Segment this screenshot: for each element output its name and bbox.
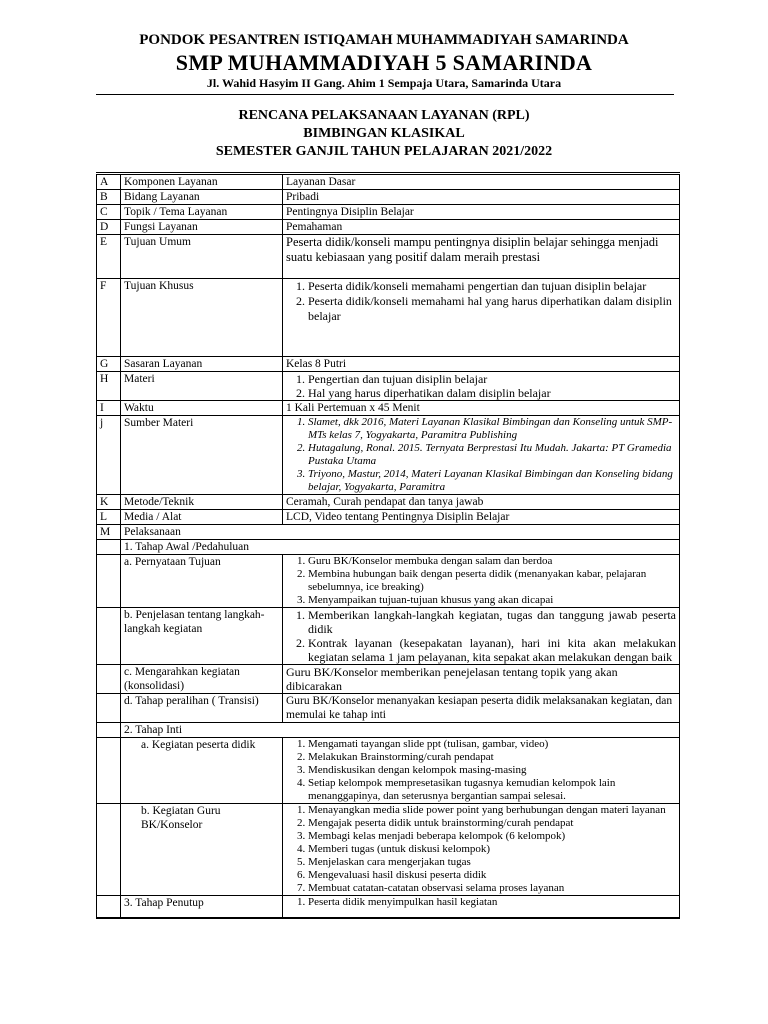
row-pelaksanaan — [97, 525, 680, 540]
step-label: c. Mengarahkan kegiatan (konsolidasi) — [121, 665, 283, 694]
row-mengarahkan-kegiatan — [97, 665, 680, 694]
row-code: C — [97, 205, 121, 220]
list-item: 1. Mengamati tayangan slide ppt (tulisan, gambar, video) — [308, 738, 676, 751]
step-label: b. Penjelasan tentang langkah-langkah kegiatan — [121, 608, 283, 665]
step-label: b. Kegiatan Guru BK/Konselor — [121, 804, 283, 896]
row-kegiatan-peserta — [97, 738, 680, 804]
step-content — [283, 804, 680, 896]
row-code: H — [97, 372, 121, 401]
row-tahap-penutup — [97, 896, 680, 918]
step-label: 3. Tahap Penutup — [121, 896, 283, 918]
row-code: M — [97, 525, 121, 540]
row-code: K — [97, 495, 121, 510]
row-topik-layanan — [97, 205, 680, 220]
row-code: L — [97, 510, 121, 525]
row-penjelasan-langkah — [97, 608, 680, 665]
document-semester: SEMESTER GANJIL TAHUN PELAJARAN 2021/2022 — [215, 144, 553, 159]
list-item: 1. Peserta didik menyimpulkan hasil kegiatan — [308, 896, 676, 909]
row-media-alat — [97, 510, 680, 525]
row-value — [283, 416, 680, 495]
row-value: Pentingnya Disiplin Belajar — [283, 205, 680, 220]
list-item: 2. Membina hubungan baik dengan peserta didik (menanyakan kabar, pelajaran sebelumnya, ice breaking) — [308, 568, 676, 594]
row-bidang-layanan — [97, 190, 680, 205]
stage-label: 2. Tahap Inti — [121, 723, 680, 738]
list-item: 2. Hal yang harus diperhatikan dalam disiplin belajar — [308, 386, 676, 400]
step-label: a. Pernyataan Tujuan — [121, 555, 283, 608]
list-item: 2. Melakukan Brainstorming/curah pendapat — [308, 751, 676, 764]
row-label: Komponen Layanan — [121, 174, 283, 190]
step-content — [283, 555, 680, 608]
row-label: Bidang Layanan — [121, 190, 283, 205]
row-value: 1 Kali Pertemuan x 45 Menit — [283, 401, 680, 416]
row-value: Kelas 8 Putri — [283, 357, 680, 372]
list-item: 2. Peserta didik/konseli memahami hal yang harus diperhatikan dalam disiplin belajar — [308, 294, 676, 324]
row-code: j — [97, 416, 121, 495]
row-code: E — [97, 235, 121, 279]
list-item: 1. Guru BK/Konselor membuka dengan salam dan berdoa — [308, 555, 676, 568]
school-name: SMP MUHAMMADIYAH 5 SAMARINDA — [175, 50, 593, 75]
list-item: 3. Menyampaikan tujuan-tujuan khusus yang akan dicapai — [308, 594, 676, 607]
row-value — [283, 372, 680, 401]
list-item: 3. Membagi kelas menjadi beberapa kelompok (6 kelompok) — [308, 830, 676, 843]
row-label: Pelaksanaan — [121, 525, 680, 540]
row-label: Media / Alat — [121, 510, 283, 525]
header-divider — [96, 94, 674, 95]
row-value: Layanan Dasar — [283, 174, 680, 190]
row-code: I — [97, 401, 121, 416]
step-content — [283, 738, 680, 804]
row-value: Pemahaman — [283, 220, 680, 235]
row-value: Peserta didik/konseli mampu pentingnya disiplin belajar sehingga menjadi suatu kebiasaan yang positif dalam meraih prestasi — [283, 235, 680, 279]
list-item: 1. Pengertian dan tujuan disiplin belajar — [308, 372, 676, 386]
row-label: Tujuan Khusus — [121, 279, 283, 357]
list-item: 2. Hutagalung, Ronal. 2015. Ternyata Berprestasi Itu Mudah. Jakarta: PT Gramedia Pustaka Utama — [308, 442, 676, 468]
school-foundation-name: PONDOK PESANTREN ISTIQAMAH MUHAMMADIYAH SAMARINDA — [139, 32, 629, 48]
step-content: Guru BK/Konselor memberikan penejelasan tentang topik yang akan dibicarakan — [283, 665, 680, 694]
row-label: Waktu — [121, 401, 283, 416]
row-value — [283, 279, 680, 357]
list-item: 1. Peserta didik/konseli memahami pengertian dan tujuan disiplin belajar — [308, 279, 676, 294]
row-tahap-awal — [97, 540, 680, 555]
row-tahap-inti — [97, 723, 680, 738]
row-fungsi-layanan — [97, 220, 680, 235]
step-content — [283, 608, 680, 665]
row-pernyataan-tujuan — [97, 555, 680, 608]
row-label: Metode/Teknik — [121, 495, 283, 510]
row-label: Tujuan Umum — [121, 235, 283, 279]
row-label: Topik / Tema Layanan — [121, 205, 283, 220]
row-waktu — [97, 401, 680, 416]
step-content — [283, 896, 680, 918]
row-label: Fungsi Layanan — [121, 220, 283, 235]
list-item: 2. Mengajak peserta didik untuk brainstorming/curah pendapat — [308, 817, 676, 830]
list-item: 1. Menayangkan media slide power point yang berhubungan dengan materi layanan — [308, 804, 676, 817]
list-item: 7. Membuat catatan-catatan observasi selama proses layanan — [308, 882, 676, 895]
row-sasaran-layanan — [97, 357, 680, 372]
list-item: 4. Memberi tugas (untuk diskusi kelompok) — [308, 843, 676, 856]
document-title: RENCANA PELAKSANAAN LAYANAN (RPL) — [238, 108, 530, 123]
row-tujuan-khusus — [97, 279, 680, 357]
row-value: LCD, Video tentang Pentingnya Disiplin Belajar — [283, 510, 680, 525]
rpl-table — [96, 172, 680, 919]
list-item: 3. Triyono, Mastur, 2014, Materi Layanan Klasikal Bimbingan dan Konseling bidang belajar, Yogyakarta, Paramitra — [308, 468, 676, 494]
row-tahap-peralihan — [97, 694, 680, 723]
list-item: 5. Menjelaskan cara mengerjakan tugas — [308, 856, 676, 869]
step-label: a. Kegiatan peserta didik — [121, 738, 283, 804]
row-label: Materi — [121, 372, 283, 401]
row-label: Sasaran Layanan — [121, 357, 283, 372]
step-content: Guru BK/Konselor menanyakan kesiapan peserta didik melaksanakan kegiatan, dan memulai ke tahap inti — [283, 694, 680, 723]
document-subtitle: BIMBINGAN KLASIKAL — [303, 126, 465, 141]
school-address: Jl. Wahid Hasyim II Gang. Ahim 1 Sempaja Utara, Samarinda Utara — [206, 76, 562, 90]
step-label: d. Tahap peralihan ( Transisi) — [121, 694, 283, 723]
row-code: D — [97, 220, 121, 235]
row-value: Pribadi — [283, 190, 680, 205]
row-materi — [97, 372, 680, 401]
row-value: Ceramah, Curah pendapat dan tanya jawab — [283, 495, 680, 510]
row-code: G — [97, 357, 121, 372]
list-item: 3. Mendiskusikan dengan kelompok masing-masing — [308, 764, 676, 777]
stage-label: 1. Tahap Awal /Pedahuluan — [121, 540, 680, 555]
list-item: 4. Setiap kelompok mempresetasikan tugasnya kemudian kelompok lain menanggapinya, dan seterusnya bergantian sampai selesai. — [308, 777, 676, 803]
row-code: A — [97, 174, 121, 190]
row-code: B — [97, 190, 121, 205]
list-item: 1. Memberikan langkah-langkah kegiatan, tugas dan tanggung jawab peserta didik — [308, 608, 676, 636]
row-sumber-materi — [97, 416, 680, 495]
row-komponen-layanan — [97, 174, 680, 190]
list-item: 6. Mengevaluasi hasil diskusi peserta didik — [308, 869, 676, 882]
row-kegiatan-guru — [97, 804, 680, 896]
row-metode-teknik — [97, 495, 680, 510]
row-label: Sumber Materi — [121, 416, 283, 495]
row-code: F — [97, 279, 121, 357]
list-item: 2. Kontrak layanan (kesepakatan layanan), hari ini kita akan melakukan kegiatan selama 1 jam pelayanan, kita sepakat akan melakukan dengan baik — [308, 636, 676, 664]
row-tujuan-umum — [97, 235, 680, 279]
list-item: 1. Slamet, dkk 2016, Materi Layanan Klasikal Bimbingan dan Konseling untuk SMP-MTs kelas 7, Yogyakarta, Paramitra Publishing — [308, 416, 676, 442]
